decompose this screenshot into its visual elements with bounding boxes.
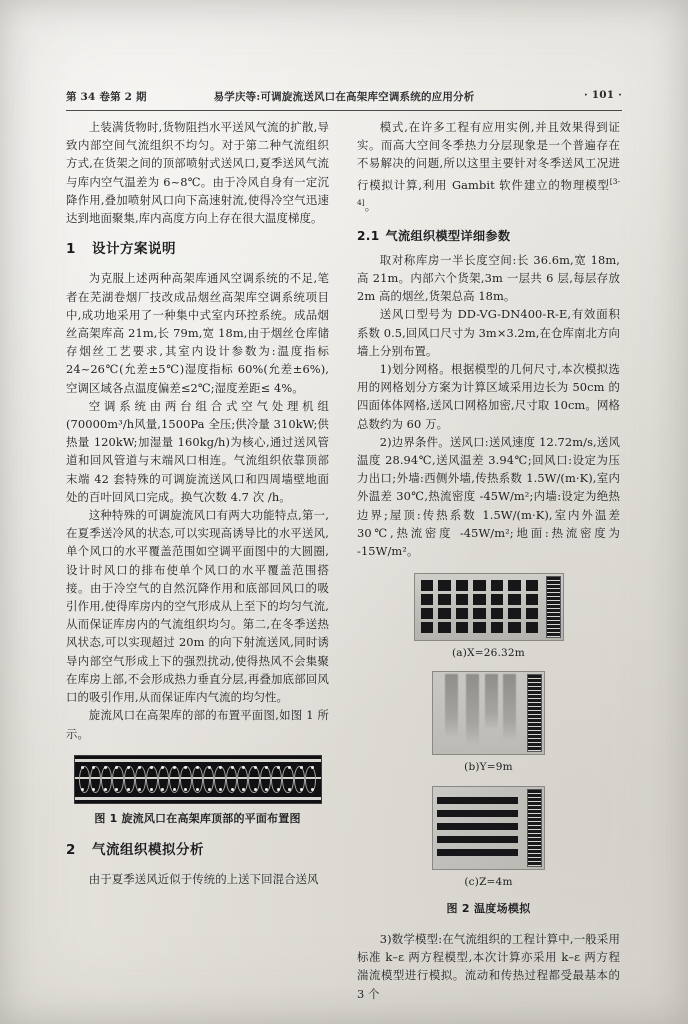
- left-paragraph-4: 这种特殊的可调旋流风口有两大功能特点,第一,在夏季送冷风的状态,可以实现高诱导比的水平送风,单个风口的水平覆盖范围如空调平面图中的大圆圈,设计时风口的排布使单个风口的水平覆盖范围搭接。由于冷空气的自然沉降作用和底部回风口的吸引作用,使得库房内的空气形成从上至下的均匀气流,从而保证库房内的气流组织均匀。第二,在冬季送热风状态,可以实现超过 20m 的向下射流送风,同时诱导内部空气形成上下的强烈扰动,使得热风不会集聚在库房上部,不会形成热力垂直分层,再叠加底部回风口的吸引作用,从而保证库内气流的均匀性。: [66, 508, 329, 705]
- figure-1-dots-lower: [81, 788, 315, 791]
- right-paragraph-1: [357, 118, 620, 215]
- figure-2c-color-scale: [527, 789, 542, 867]
- figure-2c-caption: (c)Z=4m: [464, 875, 513, 888]
- figure-2-subfigure-b: [357, 671, 620, 776]
- running-head-title: 易学庆等:可调旋流送风口在高架库空调系统的应用分析: [213, 91, 475, 103]
- right-column: [357, 118, 620, 1003]
- subsection-2-1-title: 气流组织模型详细参数: [385, 228, 511, 243]
- subsection-2-1-number: 2.1: [357, 228, 380, 243]
- figure-2b-plume-3: [485, 674, 498, 728]
- figure-2c-rack-bar-2: [437, 810, 518, 817]
- right-paragraph-6: 3)数学模型:在气流组织的工程计算中,一般采用标准 k–ε 两方程模型,本次计算亦采用 k–ε 两方程湍流模型进行模拟。流动和传热过程都受最基本的 3 个: [357, 932, 620, 1001]
- figure-2a-image: [414, 573, 564, 641]
- figure-2b-color-scale: [527, 674, 542, 752]
- figure-1-image: [74, 755, 322, 804]
- reference-superscript: [3-4]: [357, 176, 620, 207]
- section-heading-2: [66, 841, 329, 859]
- subsection-heading-2-1: [357, 227, 620, 245]
- figure-1-dots-upper: [81, 766, 315, 769]
- figure-1-band-top: [75, 759, 321, 762]
- right-paragraph-4: 1)划分网格。根据模型的几何尺寸,本次模拟选用的网格划分方案为计算区域采用边长为 50cm 的四面体体网格,送风口网格加密,尺寸取 10cm。网格总数约为 60 万。: [357, 362, 620, 431]
- figure-2c-rack-bar-1: [437, 797, 518, 804]
- figure-2b-plume-4: [503, 674, 516, 740]
- running-head: [66, 89, 622, 106]
- section-1-title: 设计方案说明: [92, 241, 176, 258]
- figure-2-subfigure-a: [357, 573, 620, 662]
- figure-2c-rack-bar-3: [437, 823, 518, 830]
- figure-2a-color-scale: [546, 576, 561, 638]
- figure-2c-image: [432, 786, 545, 870]
- left-paragraph-2: 为克服上述两种高架库通风空调系统的不足,笔者在芜湖卷烟厂技改成品烟丝高架库空调系统项目中,成功地采用了一种集中式室内环控系统。成品烟丝高架库高 21m,长 79m,宽 18m,由于烟丝仓库储存烟丝工艺要求,其室内设计参数为:温度指标 24~26℃(允差±5℃)湿度指标 60%(允差±6%),空调区域各点温度偏差≤2℃;湿度差距≤ 4%。: [66, 271, 329, 395]
- figure-2a-rack-blocks: [421, 580, 539, 633]
- figure-2c-rack-bar-4: [437, 836, 518, 843]
- figure-2b-image: [432, 671, 545, 755]
- figure-1-band-bottom: [75, 797, 321, 800]
- figure-1: [66, 755, 329, 828]
- figure-2b-plume-2: [466, 674, 479, 744]
- figure-2a-caption: (a)X=26.32m: [452, 647, 525, 660]
- figure-2-subfigure-c: [357, 786, 620, 891]
- running-head-left: 第 34 卷第 2 期: [66, 91, 147, 103]
- section-2-number: 2: [66, 841, 76, 858]
- right-paragraph-3: 送风口型号为 DD-VG-DN400-R-E,有效面积系数 0.5,回风口尺寸为 3m×3.2m,在仓库南北方向墙上分别布置。: [357, 307, 620, 358]
- left-paragraph-5: 旋流风口在高架库的部的布置平面图,如图 1 所示。: [66, 708, 329, 741]
- header-rule: [66, 110, 622, 111]
- left-paragraph-1: 上装满货物时,货物阻挡水平送风气流的扩散,导致内部空间气流组织不均匀。对于第二种气流组织方式,在货架之间的顶部喷射式送风口,夏季送风气流与库内空气温差为 6~8℃。由于冷风自身有一定沉降作用,叠加喷射风口向下高速射流,使得冷空气迅速达到地面聚集,库内高度方向上存在很大温度梯度。: [66, 120, 329, 226]
- left-column: [66, 118, 329, 888]
- section-1-number: 1: [66, 241, 76, 258]
- figure-2c-rack-bar-5: [437, 849, 518, 856]
- figure-2b-caption: (b)Y=9m: [464, 761, 513, 774]
- left-paragraph-3: 空调系统由两台组合式空气处理机组(70000m³/h风量,1500Pa 全压;供冷量 310kW;供热量 120kW;加湿量 160kg/h)为核心,通过送风管道和回风管道与末端风口相连。气流组织依靠顶部末端 42 套特殊的可调旋流送风口和四周墙壁地面处的百叶回风口完成。换气次数 4.7 次 /h。: [66, 398, 329, 504]
- figure-1-caption: 图 1 旋流风口在高架库顶部的平面布置图: [94, 811, 301, 825]
- right-paragraph-1-tail: 。: [364, 198, 377, 213]
- section-heading-1: [66, 240, 329, 258]
- right-paragraph-1-text: 模式,在许多工程有应用实例,并且效果得到证实。而高大空间冬季热力分层现象是一个普遍存在不易解决的问题,所以这里主要针对冬季送风工况进行模拟计算,利用 Gambit 软件建立的物理模型: [357, 120, 620, 192]
- right-paragraph-2: 取对称库房一半长度空间:长 36.6m,宽 18m,高 21m。内部六个货架,3m 一层共 6 层,每层存放 2m 高的烟丝,货架总高 18m。: [357, 252, 620, 304]
- section-2-title: 气流组织模拟分析: [92, 841, 204, 858]
- running-head-page: · 101 ·: [584, 89, 622, 101]
- figure-2b-plume-1: [445, 674, 458, 736]
- right-paragraph-5: 2)边界条件。送风口:送风速度 12.72m/s,送风温度 28.94℃,送风温差 3.94℃;回风口:设定为压力出口;外墙:西侧外墙,传热系数 1.5W/(m·K),室内外温差 30℃,热流密度 -45W/m²;内墙:设定为绝热边界;屋顶:传热系数 1.5W/(m·K),室内外温差 30℃,热流密度 -45W/m²;地面:热流密度为 -15W/m²。: [357, 434, 620, 559]
- figure-2-caption: 图 2 温度场模拟: [446, 901, 531, 915]
- left-paragraph-6: 由于夏季送风近似于传统的上送下回混合送风: [88, 872, 319, 887]
- figure-2: [357, 573, 620, 918]
